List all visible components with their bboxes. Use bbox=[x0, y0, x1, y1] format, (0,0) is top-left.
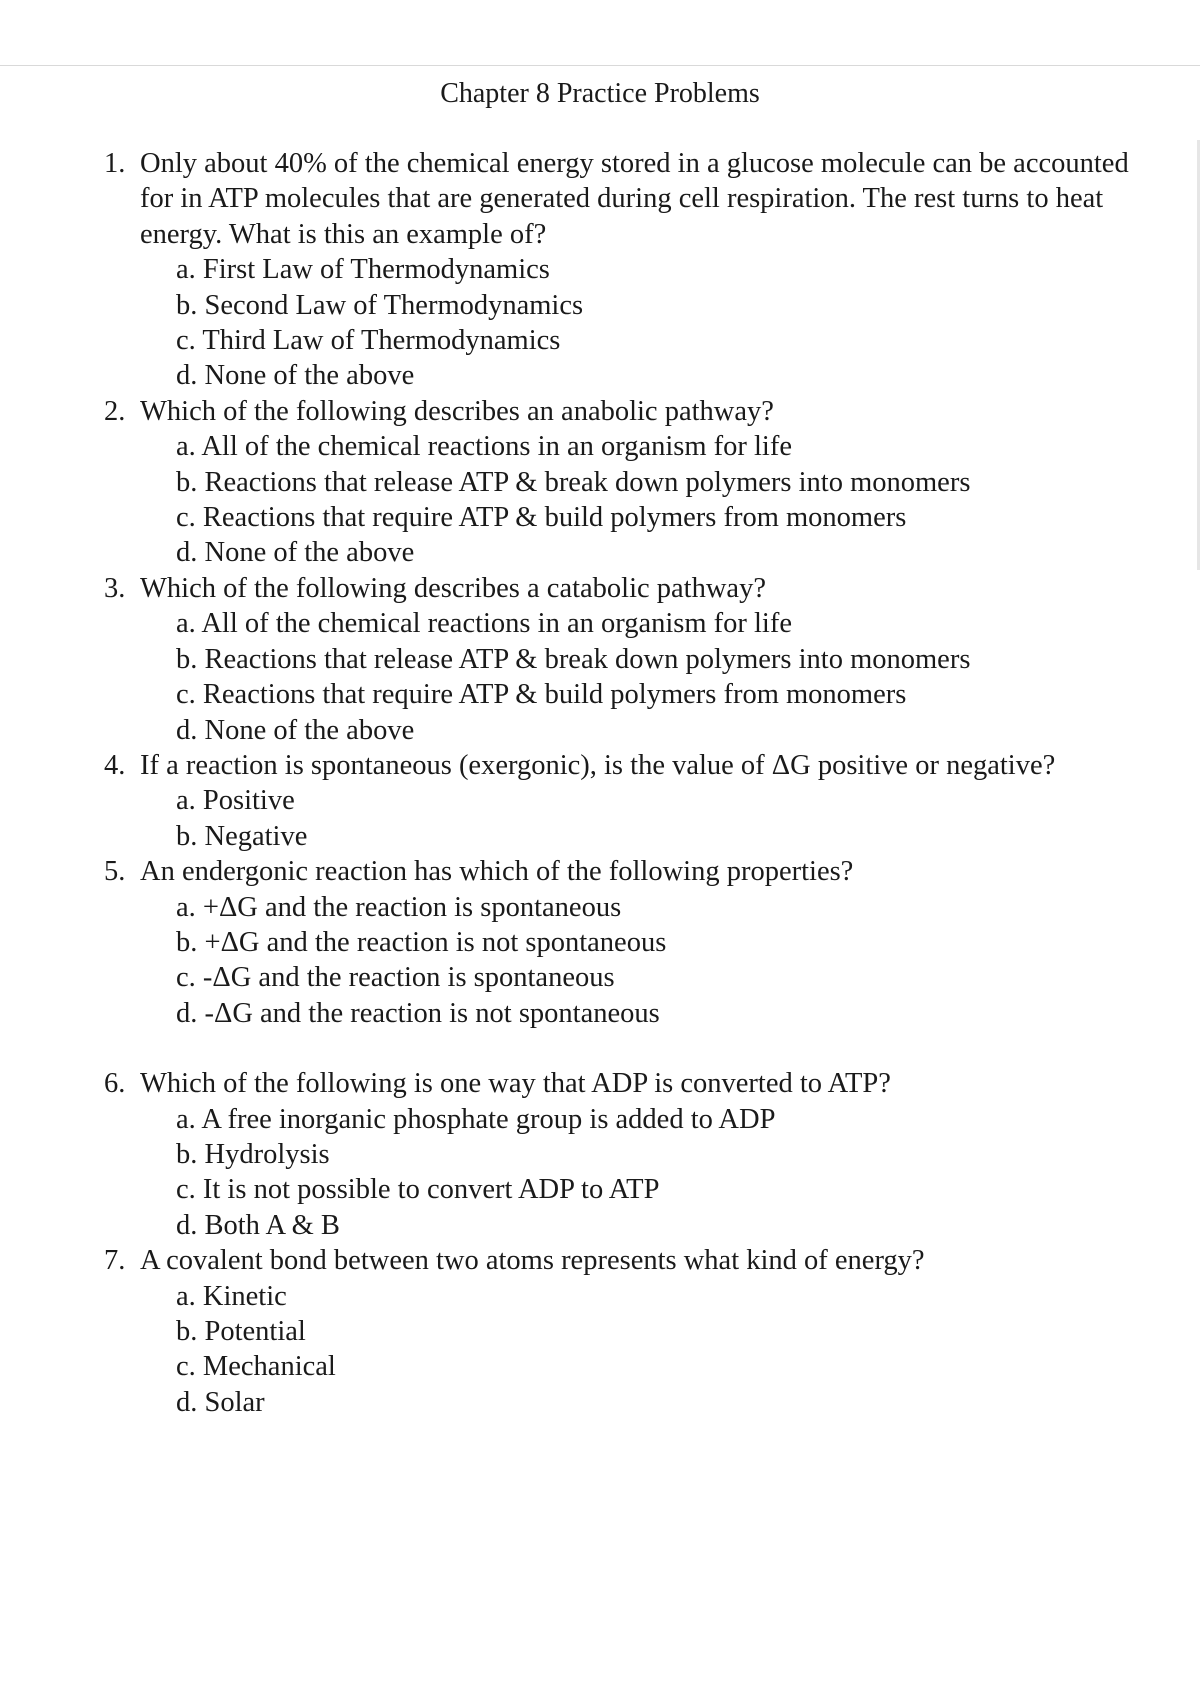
option-item: a. Positive bbox=[176, 785, 295, 817]
option-list bbox=[140, 783, 1164, 854]
option-item: d. None of the above bbox=[176, 714, 415, 746]
option-list bbox=[140, 1102, 1164, 1244]
question-number: 7. bbox=[104, 1245, 126, 1277]
option-item: a. All of the chemical reactions in an organism for life bbox=[176, 431, 792, 463]
page-top-divider bbox=[0, 65, 1200, 66]
question-2 bbox=[104, 394, 1164, 571]
option-item: a. First Law of Thermodynamics bbox=[176, 254, 550, 286]
question-5 bbox=[104, 854, 1164, 1031]
option-item: a. Kinetic bbox=[176, 1280, 287, 1312]
option-item: a. All of the chemical reactions in an organism for life bbox=[176, 608, 792, 640]
option-item: c. Mechanical bbox=[176, 1351, 336, 1383]
question-text: Which of the following describes an anabolic pathway? bbox=[140, 395, 774, 427]
question-text: Which of the following is one way that ADP is converted to ATP? bbox=[140, 1068, 891, 1100]
option-item: a. +ΔG and the reaction is spontaneous bbox=[176, 891, 622, 923]
question-number: 6. bbox=[104, 1068, 126, 1100]
question-number: 5. bbox=[104, 856, 126, 888]
question-6 bbox=[104, 1066, 1164, 1243]
option-item: b. +ΔG and the reaction is not spontaneous bbox=[176, 926, 667, 958]
option-item: b. Potential bbox=[176, 1316, 306, 1347]
option-item: d. None of the above bbox=[176, 360, 415, 392]
option-item: c. Reactions that require ATP & build polymers from monomers bbox=[176, 502, 907, 534]
question-3 bbox=[104, 571, 1164, 748]
option-list bbox=[140, 606, 1164, 748]
question-text: An endergonic reaction has which of the following properties? bbox=[140, 856, 854, 888]
question-4 bbox=[104, 748, 1164, 854]
option-item: b. Reactions that release ATP & break down polymers into monomers bbox=[176, 466, 971, 498]
option-item: d. -ΔG and the reaction is not spontaneous bbox=[176, 997, 660, 1029]
option-item: d. Both A & B bbox=[176, 1209, 340, 1241]
question-number: 1. bbox=[104, 148, 126, 179]
option-list bbox=[140, 429, 1164, 571]
option-item: c. Third Law of Thermodynamics bbox=[176, 325, 561, 357]
option-item: a. A free inorganic phosphate group is added to ADP bbox=[176, 1103, 776, 1135]
question-text: Only about 40% of the chemical energy stored in a glucose molecule can be accounted for in ATP molecules that are generated during cell respiration. The rest turns to heat energy. What is this an example of? bbox=[140, 148, 1129, 250]
option-item: b. Second Law of Thermodynamics bbox=[176, 289, 584, 321]
option-item: b. Negative bbox=[176, 820, 308, 852]
option-item: c. It is not possible to convert ADP to ATP bbox=[176, 1174, 660, 1206]
option-item: c. -ΔG and the reaction is spontaneous bbox=[176, 962, 615, 994]
question-number: 4. bbox=[104, 749, 126, 781]
option-item: c. Reactions that require ATP & build polymers from monomers bbox=[176, 679, 907, 711]
option-list bbox=[140, 252, 1164, 394]
question-number: 2. bbox=[104, 395, 126, 427]
option-item: b. Reactions that release ATP & break down polymers into monomers bbox=[176, 643, 971, 675]
question-list bbox=[104, 146, 1164, 1420]
question-1 bbox=[104, 146, 1164, 394]
question-text: Which of the following describes a catabolic pathway? bbox=[140, 572, 766, 604]
question-number: 3. bbox=[104, 572, 126, 604]
option-item: d. None of the above bbox=[176, 537, 415, 569]
option-list bbox=[140, 1279, 1164, 1421]
question-7 bbox=[104, 1243, 1164, 1420]
page-title: Chapter 8 Practice Problems bbox=[440, 78, 760, 109]
option-list bbox=[140, 890, 1164, 1032]
question-text: If a reaction is spontaneous (exergonic), is the value of ΔG positive or negative? bbox=[140, 749, 1056, 781]
option-item: b. Hydrolysis bbox=[176, 1138, 330, 1170]
option-item: d. Solar bbox=[176, 1386, 265, 1418]
question-text: A covalent bond between two atoms represents what kind of energy? bbox=[140, 1245, 925, 1277]
